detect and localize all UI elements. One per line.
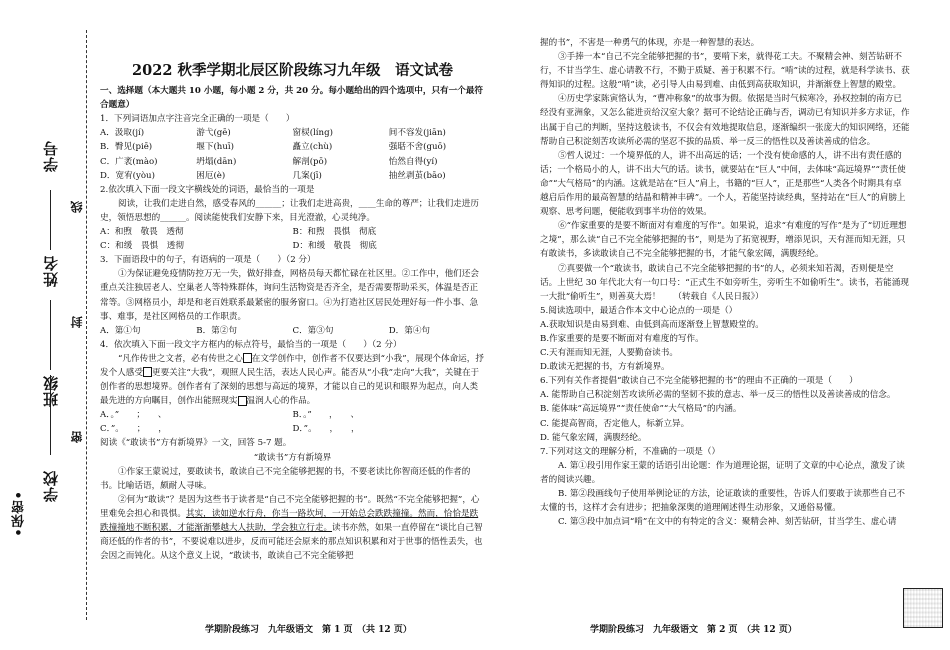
option: B. 能体味“高远境界”“责任使命”“大气格局”的内涵。 <box>540 404 742 415</box>
option: 几案(jī) <box>292 170 322 181</box>
option: 矗立(chù) <box>292 142 333 153</box>
option: A：和煦 敬畏 透彻 <box>100 227 184 238</box>
option: B．。” ， 、 <box>292 410 360 421</box>
question-1-options <box>100 126 485 182</box>
option: C．第③句 <box>292 325 334 336</box>
option: 游弋(gē) <box>196 128 231 139</box>
essay-paragraph-3: ③手捧一本“自己不完全能够把握的书”，要啃下来，就得花工夫。不聚精会神、刻苦钻研不行，不甘当学生、虚心请教不行，不勤于质疑、善于积累不行。“啃”读的过程，就是科学读书、获得知识的过程。这般“啃”读，必引导人由易到难、由低到高获取知识，并渐渐登上智慧的殿堂。 <box>540 52 910 91</box>
option: 抽丝剥茧(bāo) <box>388 170 446 181</box>
class-label: 班级 <box>42 375 60 407</box>
option: 强聒不舍(guō) <box>388 142 447 153</box>
punctuation-box <box>143 367 152 377</box>
option: A．。” ； 、 <box>100 410 167 421</box>
question-4-options <box>100 408 485 436</box>
class-underline <box>50 300 51 370</box>
passage-part: “凡作传世之文者，必有传世之心 <box>118 353 243 364</box>
reading-intro: 阅读《“敢读书”方有新境界》一文，回答 5-7 题。 <box>100 438 292 449</box>
option: C.天有涯而知无涯，人要勤奋读书。 <box>540 348 678 359</box>
exam-title: 2022 秋季学期北辰区阶段练习九年级 语文试卷 <box>132 62 453 79</box>
name-underline <box>50 190 51 250</box>
option: D．”。 ， ， <box>292 424 360 435</box>
option: A. 能帮助自己积淀刻苦攻读所必需的坚韧不拔的意志、举一反三的悟性以及善读善成的信念。 <box>540 390 896 401</box>
essay-paragraph-1: ①作家王蒙说过，要敢读书，敢读自己不完全能够把握的书，不要老读比你智商还低的作者的书。比喻话语，颇耐人寻味。 <box>100 466 471 491</box>
question-3-options <box>100 324 485 338</box>
underlined-sentence: 其实，读如逆水行舟，你当一路坎坷，一开始总会跌跌撞撞。 <box>185 508 418 519</box>
option: D．第④句 <box>388 325 431 336</box>
passage-part: 在文学创作中，创作者不仅要达到“小我”，展现个体命运，抒发个人感受 <box>100 353 484 378</box>
passage-part: 温润人心的作品。 <box>246 396 316 407</box>
binding-dashed-line <box>86 30 87 620</box>
school-label: 学校 <box>42 470 60 502</box>
punctuation-box <box>238 396 247 406</box>
option: C. 第③段中加点词“啃”在文中的有特定的含义：聚精会神、刻苦钻研，甘当学生、虚心请 <box>558 517 897 528</box>
option: 坍塌(dān) <box>196 156 237 167</box>
option: C：和缓 畏惧 透彻 <box>100 241 184 252</box>
essay-paragraph-7: ⑦真要做一个“敢读书，敢读自己不完全能够把握的书”的人，必须来知若渴，否则便是空话。上世纪 30 年代北大有一句口号：“正式生不如旁听生，旁听生不如偷听生”。读书，若能涌现一大批“偷听生”，则善莫大焉！ （转载自《人民日报》） <box>540 263 909 302</box>
option: D：和缓 敬畏 彻底 <box>292 241 377 252</box>
option: C．广袤(mào) <box>100 156 158 167</box>
question-3-passage: ①为保证避免疫情防控万无一失，做好排查，网格员每天都忙碌在社区里。②工作中，他们还会重点关注独居老人、空巢老人等特殊群体，询问生活物资是否齐全，是否需要帮助采买，体温是否正常等。③网格员小，却是和老百姓联系最紧密的服务窗口。④为打造社区居民处理好每一件小事、急事、难事，是社区网格员的工作职责。 <box>100 269 479 322</box>
option: C．”。 ； ， <box>100 424 167 435</box>
underlined-sentence: 然而，恰恰是跌跌撞撞地不断积累，才能渐渐攀越大人扶助，学会独立行走。 <box>100 508 479 533</box>
option: B．第②句 <box>196 325 237 336</box>
mi-seal-label: 密 <box>70 430 84 443</box>
question-7: 7.下列对这文的理解分析，不准确的一项是（） <box>540 446 721 457</box>
option: 解剖(pō) <box>292 156 328 167</box>
option: B. 第②段画线句子使用举例论证的方法，论证敢读的重要性，告诉人们要敢于读那些自己不太懂的书，这样才会有进步；把抽象深奥的道理阐述得生动形象，又通俗易懂。 <box>540 489 905 514</box>
option: 怡然自得(yí) <box>388 156 438 167</box>
option: C. 能提高智商，否定他人，标新立异。 <box>540 418 690 429</box>
question-2: 2.依次填入下面一段文字横线处的词语，最恰当的一项是 <box>100 184 315 195</box>
section-1-heading: 一、选择题（本大题共 10 小题，每小题 2 分，共 20 分。每小题给出的四个选项中，只有一个最符合题意） <box>100 86 484 111</box>
page-2 <box>540 36 910 529</box>
essay-title: “敢读书”方有新境界 <box>253 452 332 463</box>
essay-paragraph-2 <box>100 493 485 563</box>
question-4-passage <box>100 352 485 408</box>
paragraph-part: 读书亦然，如果一直停留在“谈比自己智商还低的作者的书”，不要说难以进步，反而可能还会原来的那点知识积累和对于世事的悟性丢失，也会因之而钝化。从这个意义上说，“敢读书，敢读自己不完全能够把 <box>100 523 483 562</box>
essay-continuation: 握的书”，不害是一种勇气的体现，亦是一种智慧的表达。 <box>540 38 760 48</box>
essay-paragraph-5: ⑤哲人说过：一个境界低的人，讲不出高远的话；一个没有使命感的人，讲不出有责任感的话；一个格局小的人，讲不出大气的话。读书，就要站在“巨人”中间，去体味“高远境界”“责任使命”“大气格局”的内涵。这就是站在“巨人”肩上，书籍的“巨人”，正是那些“人类各个时期具有卓越启后作用的最高智慧的结晶和精神丰碑”。一个人，若能坚持读经典，坚持站在“巨人”的肩膀上观察、思考问题，便能收到事半功倍的效果。 <box>540 150 906 218</box>
option: 堰下(huī) <box>196 142 234 153</box>
option: B：和煦 畏惧 彻底 <box>292 227 377 238</box>
name-label: 姓名 <box>42 255 60 287</box>
option: A．第①句 <box>100 325 141 336</box>
essay-paragraph-6: ⑥“作家重要的是要不断面对有难度的写作”。如果说，追求“有难度的写作”是为了“切近理想之境”，那么读“自己不完全能够把握的书”，则是为了拓宽视野，增添见识，天有涯而知无涯，只有敢读书，多读敢读自己不完全能够把握的书，才能气象宏阔，满腹经纶。 <box>540 221 907 260</box>
punctuation-box <box>243 353 252 363</box>
secret-label: •保密• <box>12 490 27 537</box>
option: D．宽宥(yòu) <box>100 170 155 181</box>
option: A. 第①段引用作家王蒙的话语引出论题：作为道理论据，证明了文章的中心论点，激发了读者的阅读兴趣。 <box>540 460 905 485</box>
option: 间不容发(jiān) <box>388 128 446 139</box>
question-4: 4．依次填入下面一段文字方框内的标点符号，最恰当的一项是（ ）（2 分） <box>100 339 402 350</box>
passage-part: 更要关注“大我”，观照人民生活，表达人民心声。能否从“小我”走向“大我”，关键在于创作者的思想境界。创作者有了深刻的思想与高远的境界，才能以自己的见识和眼界为起点，向人类最先进的方向瞩目，创作出能照现实 <box>100 367 480 407</box>
question-2-passage: 阅读，让我们走进自然，感受春风的______；让我们走进高贵，____生命的尊严；让我们走进历史，领悟思想的______。阅读能使我们安静下来，目光澄澈，心灵纯净。 <box>100 198 479 223</box>
paragraph-part: ②何为“敢读”？是因为这些书于读者是“自己不完全能够把握的书”。既然“不完全能够把握”，心里难免会担心和畏惧。 <box>100 494 480 519</box>
page-1 <box>100 36 485 563</box>
number-label: 学号 <box>42 140 60 172</box>
question-2-options <box>100 225 485 253</box>
option: B.作家重要的是要不断面对有难度的写作。 <box>540 333 704 344</box>
option: B．臀见(piē) <box>100 142 153 153</box>
question-1: 1．下列词语加点字注音完全正确的一项是（ ） <box>100 114 295 125</box>
option: A．汲取(jí) <box>100 128 145 139</box>
page-2-footer: 学期阶段练习 九年级语文 第 2 页 （共 12 页） <box>590 625 797 635</box>
option: 困厄(è) <box>196 170 226 181</box>
question-5: 5.阅读选项中，最适合作本文中心论点的一项是（） <box>540 305 738 316</box>
page-1-footer: 学期阶段练习 九年级语文 第 1 页 （共 12 页） <box>205 625 412 635</box>
essay-paragraph-4: ④历史学家陈寅恪认为，“曹冲称象”的故事为假。依据是当时气候寒冷，孙权控制的南方已经没有亚洲象，又怎么能进贡给汉室大象？据可不论结论正确与否，调动已有知识并多方求证，作出属于自己的判断，坚持这般读书，不仅会有效地提取信息，逐渐编织一张庞大的知识网络，还能帮助自己积淀刻苦攻读所必需的坚忍不拔的品质、举一反三的悟性以及善读善成的信念。 <box>540 94 910 147</box>
qr-code-icon <box>903 588 943 628</box>
option: 窗棂(líng) <box>292 128 333 139</box>
option: A.获取知识是由易到难、由低到高而逐渐登上智慧殿堂的。 <box>540 319 764 330</box>
option: D. 能气象宏阔，满腹经纶。 <box>540 432 647 443</box>
question-6: 6.下列有关作者提倡“敢读自己不完全能够把握的书”的理由不正确的一项是（ ） <box>540 376 858 387</box>
binding-margin <box>0 0 100 650</box>
feng-seal-label: 封 <box>70 315 84 328</box>
xian-seal-label: 线 <box>70 200 84 213</box>
question-3: 3．下面语段中的句子，有语病的一项是（ ）（2 分） <box>100 255 316 266</box>
option: D.敢读无把握的书，方有新境界。 <box>540 362 670 373</box>
